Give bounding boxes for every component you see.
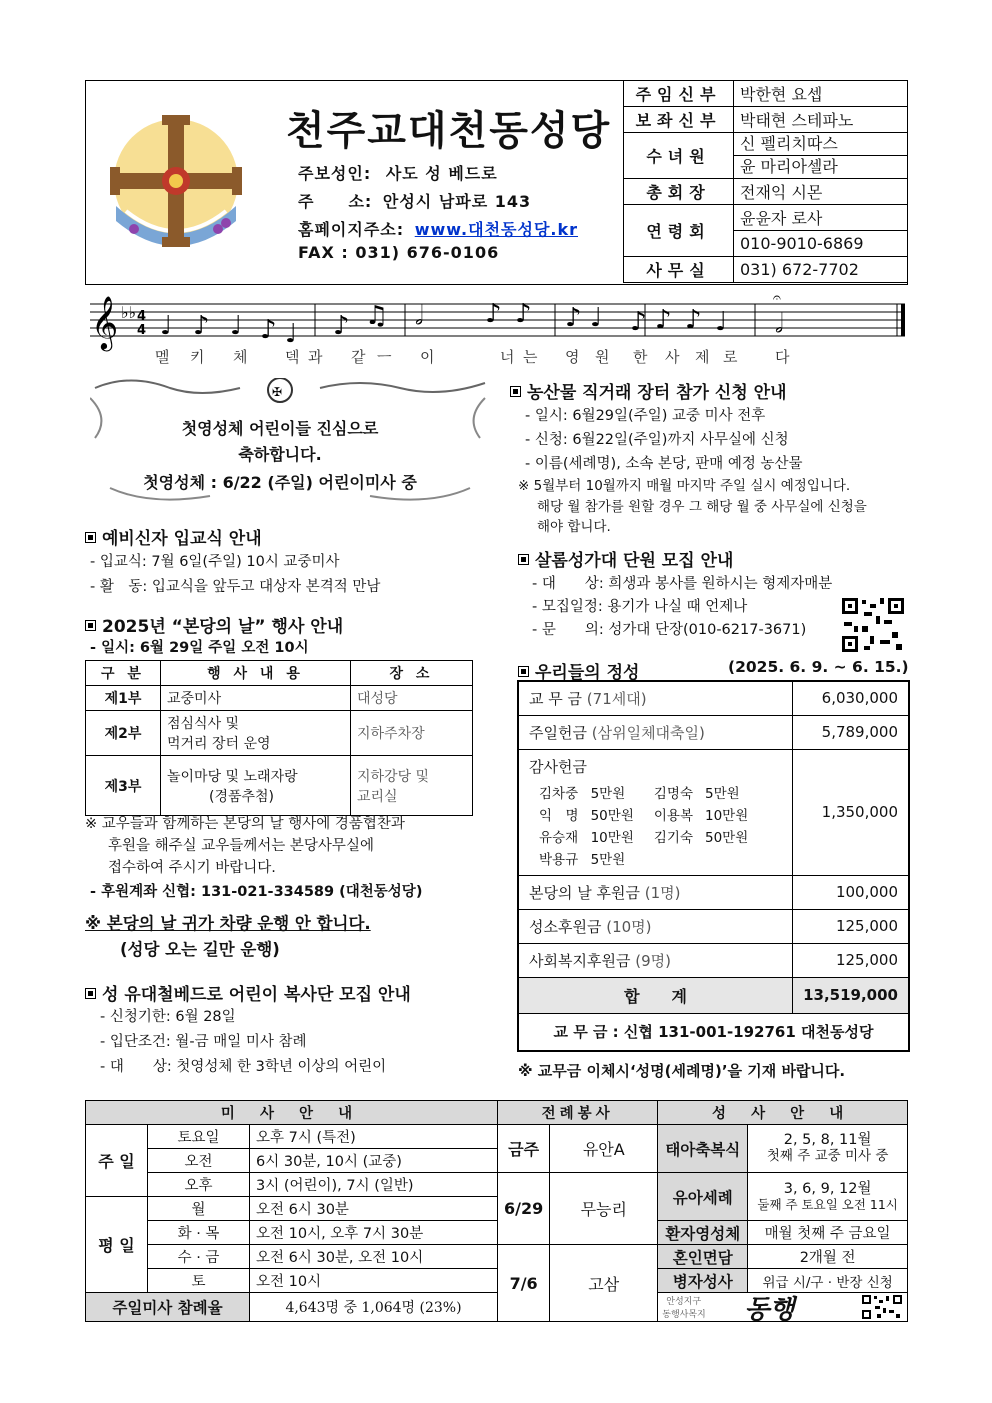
donor-amount: 10만원: [590, 829, 634, 846]
thanks-amount: 1,350,000: [793, 749, 909, 875]
communion-line-3: 첫영성체 : 6/22 (주일) 어린이미사 중: [143, 473, 417, 492]
choir-title: [518, 546, 733, 571]
mass-day: 오전: [148, 1149, 250, 1173]
table-row: [518, 749, 909, 875]
event-part: 제1부: [86, 686, 161, 711]
banner-small-text: 동행사목지: [662, 1310, 706, 1320]
staff-name: 윤윤자 로사: [734, 205, 908, 231]
offering-period: (2025. 6. 9. ~ 6. 15.): [728, 658, 909, 676]
square-bullet-icon: [518, 554, 529, 565]
staff-name: 박태현 스테파노: [734, 107, 908, 133]
mass-day: 오후: [148, 1173, 250, 1197]
qr-code-icon[interactable]: [840, 596, 906, 654]
sacrament-info-line: 둘째 주 토요일 오전 11시: [757, 1196, 898, 1212]
svg-text:♩: ♩: [285, 319, 298, 349]
staff-role: 주임신부: [624, 81, 734, 107]
banner-big-text: 동행: [744, 1295, 795, 1325]
market-item: - 신청: 6월22일(주일)까지 사무실에 신청: [525, 432, 789, 448]
attendance-value: 4,643명 중 1,064명 (23%): [250, 1293, 498, 1322]
offering-sub: (삼위일체대축일): [591, 723, 705, 742]
donor-name: 이용복: [653, 807, 693, 824]
lyric-syllable: 과: [308, 348, 324, 366]
svg-text:♩: ♩: [590, 303, 603, 333]
first-communion-box: [90, 378, 490, 508]
patron-value: 사도 성 베드로: [385, 164, 498, 183]
table-row: [518, 681, 909, 715]
donor-name: 유승재: [539, 829, 579, 846]
sacraments-title: 성 사 안 내: [658, 1101, 908, 1125]
patron-label: 주보성인:: [298, 164, 372, 183]
fax-line: FAX : 031) 676-0106: [298, 243, 500, 262]
mass-title: 미 사 안 내: [86, 1101, 498, 1125]
schedule-row: [86, 1173, 908, 1197]
dongheng-banner[interactable]: [658, 1293, 907, 1325]
parish-day-note: ※ 교우들과 함께하는 본당의 날 행사에 경품협찬과: [85, 816, 405, 832]
market-title: [510, 378, 787, 403]
sacrament-name: 환자영성체: [658, 1221, 748, 1245]
liturgy-group: 유안A: [550, 1125, 658, 1173]
lyric-syllable: 제: [695, 348, 711, 366]
svg-text:✠: ✠: [272, 385, 283, 399]
choir-item: - 대 상: 희생과 봉사를 원하시는 형제자매분: [532, 576, 833, 592]
mass-time: 오전 6시 30분, 오전 10시: [250, 1245, 498, 1269]
communion-line-1: 첫영성체 어린이들 진심으로: [181, 419, 379, 438]
offering-amount: 100,000: [793, 875, 909, 909]
table-row: [518, 909, 909, 943]
square-bullet-icon: [85, 532, 96, 543]
mass-time: 6시 30분, 10시 (교중): [250, 1149, 498, 1173]
liturgy-group: 무능리: [550, 1173, 658, 1245]
sacrament-info: 위급 시/구 · 반장 신청: [748, 1269, 908, 1293]
header-part: 구 분: [86, 661, 161, 686]
svg-text:4: 4: [137, 309, 147, 324]
event-part: 제3부: [86, 756, 161, 816]
market-note: 해당 월 참가를 원할 경우 그 해당 월 중 사무실에 신청을: [537, 499, 867, 515]
lyric-syllable: 로: [723, 348, 739, 366]
table-header-row: [86, 661, 473, 686]
donor-name: 박용규: [539, 851, 579, 868]
donor-table: [533, 781, 754, 869]
lyric-syllable: 너: [500, 348, 516, 366]
donor-name: 김명숙: [653, 785, 693, 802]
thanks-label: 감사헌금: [529, 757, 587, 776]
schedule-row: [86, 1221, 908, 1245]
lyric-syllable: 이: [420, 348, 436, 366]
svg-text:♩: ♩: [230, 311, 243, 341]
svg-text:♪: ♪: [630, 307, 647, 337]
homepage-link[interactable]: www.대천동성당.kr: [414, 220, 579, 239]
event-content: 점심식사 및 먹거리 장터 운영: [161, 711, 351, 756]
staff-row: [624, 81, 908, 107]
attendance-label: 주일미사 참례율: [86, 1293, 250, 1322]
offering-label-text: 성소후원금: [529, 917, 602, 936]
altar-servers-item: - 신청기한: 6월 28일: [100, 1009, 236, 1025]
offering-label-text: 본당의 날 후원금: [529, 883, 640, 902]
event-content: 놀이마당 및 노래자랑 (경품추첨): [161, 756, 351, 816]
svg-text:♪: ♪: [193, 311, 210, 341]
table-row: [518, 875, 909, 909]
offering-sub: (71세대): [586, 689, 647, 708]
svg-text:𝄐: 𝄐: [773, 292, 781, 306]
schedule-header-row: [86, 1101, 908, 1125]
header-place: 장 소: [351, 661, 473, 686]
weekday-label: 평 일: [86, 1197, 148, 1293]
event-place: 지하강당 및 교리실: [351, 756, 473, 816]
lyric-syllable: 원: [595, 348, 611, 366]
offering-account: 교 무 금 : 신협 131-001-192761 대천동성당: [518, 1013, 909, 1051]
parish-day-title: [85, 612, 343, 637]
parish-day-date: - 일시: 6월 29일 주일 오전 10시: [90, 640, 309, 656]
sacrament-name: 유아세례: [658, 1173, 748, 1221]
offering-title-text: 우리들의 정성: [535, 663, 640, 683]
total-label: 합 계: [518, 977, 793, 1013]
market-item: - 이름(세례명), 소속 본당, 판매 예정 농산물: [525, 456, 803, 472]
sacrament-info: [748, 1125, 908, 1173]
offering-label: [518, 715, 793, 749]
donor-row: [533, 781, 754, 803]
square-bullet-icon: [85, 988, 96, 999]
staff-role: 수녀원: [624, 133, 734, 179]
account-row: [518, 1013, 909, 1051]
sunday-label: 주 일: [86, 1125, 148, 1197]
liturgy-group: 고삼: [550, 1245, 658, 1322]
mass-day: 토요일: [148, 1125, 250, 1149]
offering-label: [518, 681, 793, 715]
catechumen-item: - 활 동: 입교식을 앞두고 대상자 본격적 만남: [90, 579, 381, 595]
qr-code-icon[interactable]: [861, 1294, 903, 1320]
offering-sub: (9명): [635, 951, 671, 970]
communion-line-2: 축하합니다.: [238, 445, 322, 464]
address-line: [298, 189, 531, 212]
choir-item: - 문 의: 성가대 단장(010-6217-3671): [532, 622, 807, 638]
market-note: ※ 5월부터 10월까지 매월 마지막 주일 실시 예정입니다.: [518, 478, 851, 494]
patron-line: [298, 161, 498, 184]
offering-sub: (1명): [644, 883, 681, 902]
parish-day-note: 후원을 해주실 교우들께서는 본당사무실에: [108, 838, 374, 854]
catechumen-item: - 입교식: 7월 6일(주일) 10시 교중미사: [90, 554, 340, 570]
table-row: [86, 711, 473, 756]
mass-day: 화 · 목: [148, 1221, 250, 1245]
schedule-row: [86, 1125, 908, 1149]
banner-cell: [658, 1293, 908, 1325]
offering-amount: 6,030,000: [793, 681, 909, 715]
offering-note: ※ 교무금 이체시‘성명(세례명)’을 기재 바랍니다.: [518, 1062, 846, 1080]
svg-text:𝅗𝅥: 𝅗𝅥: [415, 301, 424, 331]
parish-day-title-text: 2025년 “본당의 날” 행사 안내: [102, 617, 344, 637]
svg-text:𝅗𝅥: 𝅗𝅥: [775, 309, 784, 339]
donor-name: 익 명: [539, 807, 579, 824]
offering-label-text: 사회복지후원금: [529, 951, 631, 970]
staff-role: 사무실: [624, 257, 734, 283]
header-content: 행 사 내 용: [161, 661, 351, 686]
shuttle-notice-sub: (성당 오는 길만 운행): [120, 940, 280, 959]
donor-amount: 5만원: [590, 851, 626, 868]
donor-name: 김차중: [539, 785, 579, 802]
sacrament-info-line: 2, 5, 8, 11월: [783, 1132, 872, 1149]
svg-text:4: 4: [137, 323, 147, 338]
parish-day-table: [85, 660, 473, 816]
lyric-syllable: 영: [565, 348, 581, 366]
altar-servers-title: [85, 980, 411, 1005]
market-note: 해야 합니다.: [537, 519, 611, 535]
liturgy-date: 6/29: [498, 1173, 550, 1245]
treble-clef-icon: 𝄞: [91, 295, 119, 349]
lyric-syllable: 다: [775, 348, 791, 366]
offering-table: [517, 680, 910, 1052]
square-bullet-icon: [510, 386, 521, 397]
sacrament-name: 혼인면담: [658, 1245, 748, 1269]
donor-amount: 10만원: [704, 807, 749, 824]
schedule-row: [86, 1293, 908, 1322]
lyric-syllable: 체: [233, 348, 249, 366]
lyric-syllable: 한: [633, 348, 649, 366]
sacrament-info: [748, 1173, 908, 1221]
donor-amount: 5만원: [590, 785, 626, 802]
staff-name: 박한현 요셉: [734, 81, 908, 107]
staff-row: [624, 179, 908, 205]
altar-servers-item: - 대 상: 첫영성체 한 3학년 이상의 어린이: [100, 1059, 387, 1075]
mass-day: 토: [148, 1269, 250, 1293]
sacrament-info: 매월 첫째 주 금요일: [748, 1221, 908, 1245]
svg-text:♪: ♪: [515, 299, 532, 329]
total-row: [518, 977, 909, 1013]
lyric-syllable: 는: [523, 348, 539, 366]
staff-name: 010-9010-6869: [734, 231, 908, 257]
mass-time: 3시 (어린이), 7시 (일반): [250, 1173, 498, 1197]
staff-name: 전재익 시몬: [734, 179, 908, 205]
offering-amount: 125,000: [793, 943, 909, 977]
offering-label-text: 교 무 금: [529, 689, 583, 708]
market-item: - 일시: 6월29일(주일) 교중 미사 전후: [525, 408, 766, 424]
staff-name: 윤 마리아셀라: [734, 156, 908, 179]
schedule-table: [85, 1100, 908, 1325]
liturgy-date: 금주: [498, 1125, 550, 1173]
lyric-syllable: 키: [190, 348, 206, 366]
donor-amount: 50만원: [590, 807, 634, 824]
sacrament-info-line: 3, 6, 9, 12월: [783, 1180, 872, 1197]
event-place: 대성당: [351, 686, 473, 711]
mass-time: 오전 10시, 오후 7시 30분: [250, 1221, 498, 1245]
donor-row: [533, 847, 754, 869]
donor-row: [533, 825, 754, 847]
square-bullet-icon: [85, 620, 96, 631]
svg-text:♪: ♪: [565, 303, 582, 333]
church-name: 천주교대천동성당: [286, 107, 612, 154]
offering-label: [518, 909, 793, 943]
liturgy-title: 전례봉사: [498, 1101, 658, 1125]
thanks-offering-cell: [518, 749, 793, 875]
staff-role: 보좌신부: [624, 107, 734, 133]
staff-row: [624, 133, 908, 156]
event-content: 교중미사: [161, 686, 351, 711]
lyric-syllable: ㅡ: [377, 348, 393, 366]
offering-amount: 125,000: [793, 909, 909, 943]
offering-label-text: 주일헌금: [529, 723, 587, 742]
lyric-syllable: 멜: [155, 348, 171, 366]
mass-day: 월: [148, 1197, 250, 1221]
donor-name: 김기숙: [653, 829, 693, 846]
address-value: 안성시 남파로 143: [382, 192, 532, 211]
mass-day: 수 · 금: [148, 1245, 250, 1269]
sacrament-name: 태아축복식: [658, 1125, 748, 1173]
offering-amount: 5,789,000: [793, 715, 909, 749]
mass-time: 오전 6시 30분: [250, 1197, 498, 1221]
parish-day-note: 접수하여 주시기 바랍니다.: [108, 860, 276, 876]
staff-table: [623, 80, 908, 283]
donor-row: [533, 803, 754, 825]
homepage-line: [298, 217, 578, 240]
table-row: [86, 686, 473, 711]
svg-text:♩: ♩: [160, 311, 173, 341]
flat-icon: ♭♭: [121, 303, 137, 322]
staff-name: 031) 672-7702: [734, 257, 908, 283]
offering-label: [518, 875, 793, 909]
mass-time: 오후 7시 (특전): [250, 1125, 498, 1149]
lyric-syllable: 사: [665, 348, 681, 366]
altar-servers-item: - 입단조건: 월-금 매일 미사 참례: [100, 1034, 307, 1050]
svg-text:♫: ♫: [365, 301, 389, 331]
lyric-syllable: 같: [351, 348, 367, 366]
svg-text:♪: ♪: [685, 305, 702, 335]
staff-role: 총회장: [624, 179, 734, 205]
lyric-syllable: 덱: [285, 348, 301, 366]
table-row: [518, 715, 909, 749]
offering-label: [518, 943, 793, 977]
catechumen-title: [85, 524, 262, 549]
homepage-label: 홈페이지주소:: [298, 220, 405, 239]
total-amount: 13,519,000: [793, 977, 909, 1013]
offering-sub: (10명): [606, 917, 652, 936]
staff-row: [624, 107, 908, 133]
choir-title-text: 살롬성가대 단원 모집 안내: [535, 551, 734, 571]
market-title-text: 농산물 직거래 장터 참가 신청 안내: [527, 383, 787, 403]
svg-text:♪: ♪: [260, 315, 277, 345]
altar-servers-title-text: 성 유대철베드로 어린이 복사단 모집 안내: [102, 985, 411, 1005]
staff-name: 신 펠리치따스: [734, 133, 908, 156]
parish-day-account: - 후원계좌 신협: 131-021-334589 (대천동성당): [90, 884, 423, 900]
donor-amount: 50만원: [704, 829, 749, 846]
choir-item: - 모집일정: 용기가 나실 때 언제나: [532, 599, 748, 615]
event-place: 지하주차장: [351, 711, 473, 756]
sacrament-name: 병자성사: [658, 1269, 748, 1293]
table-row: [86, 756, 473, 816]
shuttle-notice: ※ 본당의 날 귀가 차량 운행 안 합니다.: [85, 914, 371, 933]
square-bullet-icon: [518, 666, 529, 677]
svg-text:♪: ♪: [485, 299, 502, 329]
liturgy-date: 7/6: [498, 1245, 550, 1322]
svg-text:♩: ♩: [715, 307, 728, 337]
sacrament-info-line: 첫째 주 교중 미사 중: [766, 1148, 889, 1165]
church-logo-icon: [106, 111, 246, 251]
mass-time: 오전 10시: [250, 1269, 498, 1293]
table-row: [518, 943, 909, 977]
event-part: 제2부: [86, 711, 161, 756]
address-label: 주 소:: [298, 192, 373, 211]
staff-row: [624, 257, 908, 283]
staff-row: [624, 205, 908, 231]
banner-small-text: 안성지구: [666, 1297, 702, 1307]
schedule-row: [86, 1245, 908, 1269]
sacrament-info: 2개월 전: [748, 1245, 908, 1269]
svg-text:♪: ♪: [333, 311, 350, 341]
catechumen-title-text: 예비신자 입교식 안내: [102, 529, 262, 549]
svg-text:♪: ♪: [655, 305, 672, 335]
staff-role: 연령회: [624, 205, 734, 257]
donor-amount: 5만원: [704, 785, 740, 802]
